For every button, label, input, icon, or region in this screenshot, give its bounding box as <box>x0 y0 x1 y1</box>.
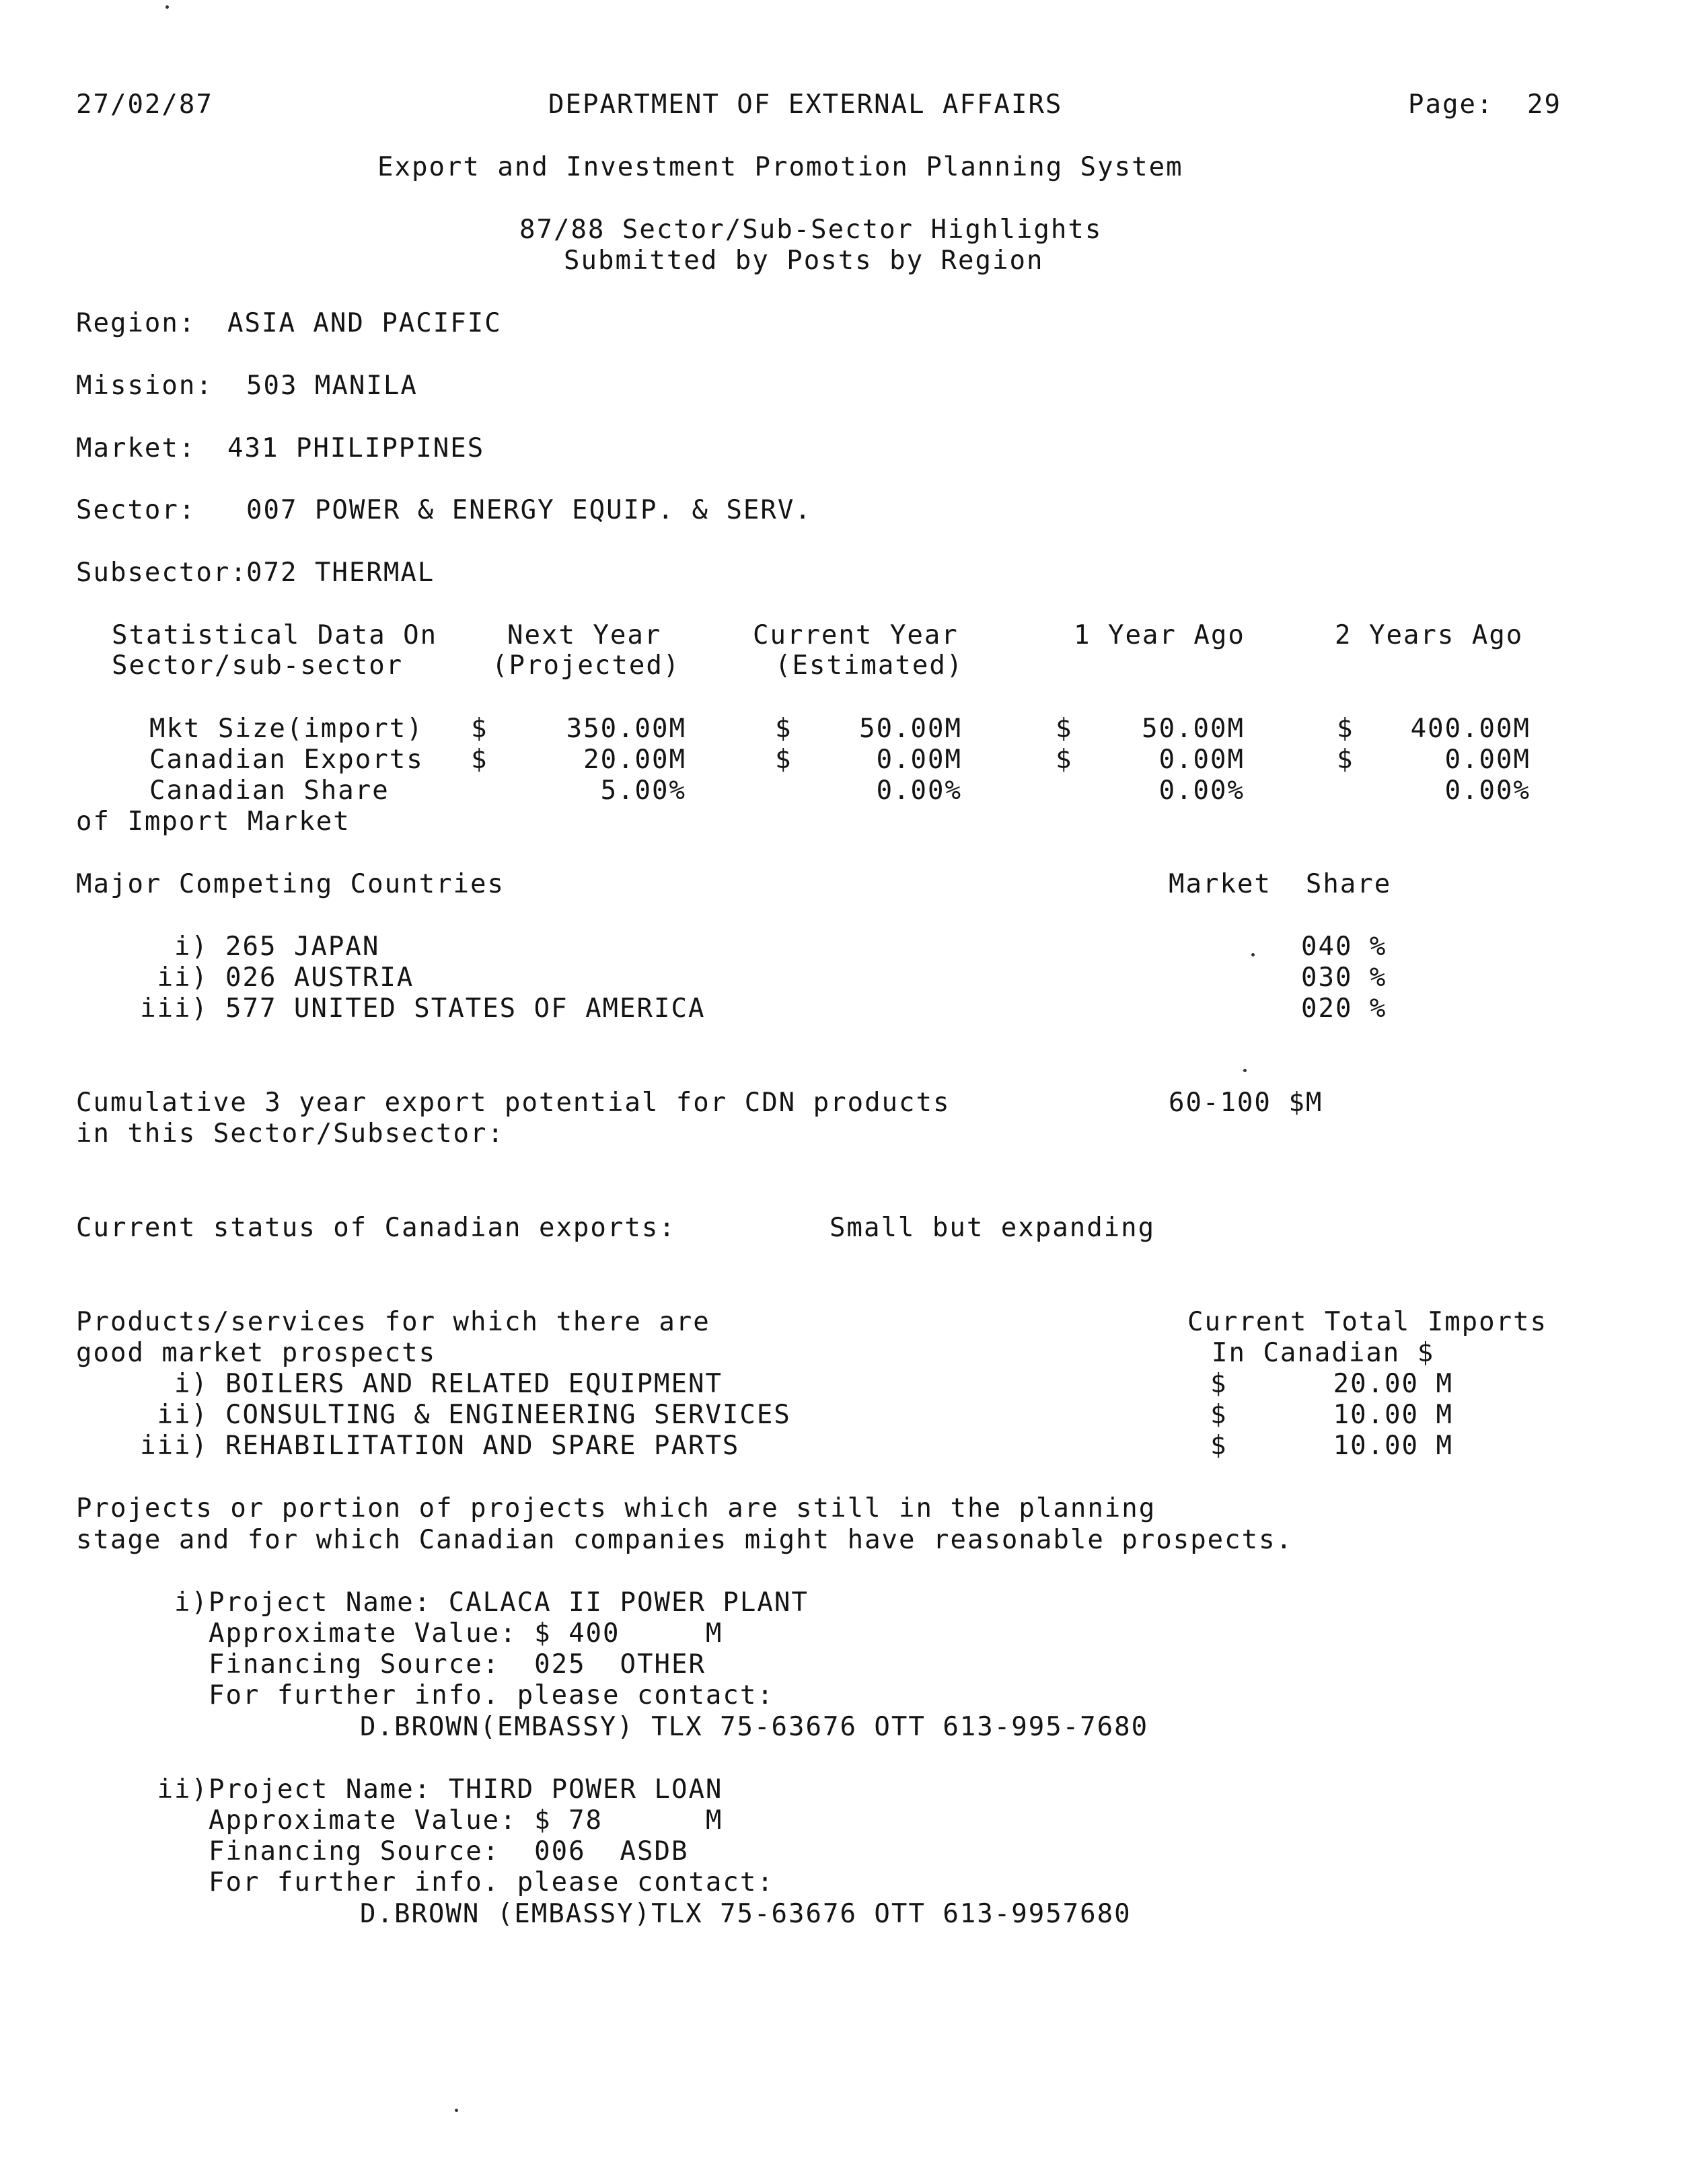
stats-value: 0.00% <box>1158 776 1245 806</box>
product-number: i) <box>174 1369 209 1399</box>
report-date: 27/02/87 <box>76 89 213 120</box>
project-value: Approximate Value: $ 400 M <box>209 1618 723 1649</box>
competitor-number: i) <box>174 932 209 962</box>
stats-row-label: Mkt Size(import) <box>149 714 424 744</box>
market-value: 431 PHILIPPINES <box>227 433 485 463</box>
stats-value: 0.00M <box>1158 745 1245 775</box>
mission-value: 503 MANILA <box>246 371 418 401</box>
potential-label: Cumulative 3 year export potential for CDN products <box>76 1088 951 1118</box>
projects-intro-cont: stage and for which Canadian companies might have reasonable prospects. <box>76 1525 1294 1555</box>
competitor-share: 040 % <box>1301 932 1387 962</box>
stats-value: 5.00% <box>600 776 686 806</box>
competitor-number: ii) <box>157 963 209 993</box>
stats-value: 400.00M <box>1410 714 1531 744</box>
stats-currency: $ <box>775 714 792 744</box>
page-label: Page: <box>1408 89 1494 120</box>
department-name: DEPARTMENT OF EXTERNAL AFFAIRS <box>548 89 1063 120</box>
potential-label-cont: in this Sector/Subsector: <box>76 1119 505 1149</box>
stats-row-label: Canadian Exports <box>149 745 424 775</box>
sector-label: Sector: <box>76 495 196 525</box>
region-label: Region: <box>76 308 196 338</box>
stats-value: 50.00M <box>1142 714 1245 744</box>
competitor-name: 026 AUSTRIA <box>225 963 414 993</box>
products-heading-cont: good market prospects <box>76 1338 437 1368</box>
product-number: ii) <box>157 1400 209 1430</box>
status-label: Current status of Canadian exports: <box>76 1213 676 1243</box>
product-number: iii) <box>140 1431 209 1461</box>
status-value: Small but expanding <box>829 1213 1156 1243</box>
stats-value: 0.00M <box>876 745 962 775</box>
project-contact-label: For further info. please contact: <box>209 1867 774 1897</box>
stats-value: 0.00M <box>1444 745 1531 775</box>
stats-value: 20.00M <box>583 745 686 775</box>
region-value: ASIA AND PACIFIC <box>227 308 502 338</box>
scan-speck <box>1251 953 1255 956</box>
stats-header-estimated: (Estimated) <box>775 650 964 681</box>
competitor-name: 265 JAPAN <box>225 932 380 962</box>
imports-heading: Current Total Imports <box>1187 1307 1548 1337</box>
competitors-share-heading: Market Share <box>1169 869 1392 899</box>
stats-header-1-year-ago: 1 Year Ago <box>1074 620 1245 650</box>
projects-intro: Projects or portion of projects which are still in the planning <box>76 1493 1156 1523</box>
market-label: Market: <box>76 433 196 463</box>
competitor-share: 020 % <box>1301 993 1387 1024</box>
project-value: Approximate Value: $ 78 M <box>209 1805 723 1836</box>
product-import-value: 20.00 M <box>1333 1369 1453 1399</box>
stats-currency: $ <box>1056 714 1073 744</box>
product-name: CONSULTING & ENGINEERING SERVICES <box>225 1400 791 1430</box>
project-contact-label: For further info. please contact: <box>209 1680 774 1710</box>
project-number: ii) <box>157 1774 209 1805</box>
project-name: Project Name: CALACA II POWER PLANT <box>209 1587 809 1618</box>
stats-header-current-year: Current Year <box>753 620 959 650</box>
competitors-heading: Major Competing Countries <box>76 869 505 899</box>
scan-speck <box>165 5 169 9</box>
project-contact: D.BROWN(EMBASSY) TLX 75-63676 OTT 613-995-7680 <box>360 1712 1149 1742</box>
mission-label: Mission: <box>76 371 213 401</box>
stats-value: 350.00M <box>566 714 686 744</box>
stats-value: 50.00M <box>859 714 962 744</box>
stats-value: 0.00% <box>876 776 962 806</box>
stats-header-next-year: Next Year <box>507 620 662 650</box>
sector-value: 007 POWER & ENERGY EQUIP. & SERV. <box>246 495 812 525</box>
product-currency: $ <box>1210 1400 1228 1430</box>
stats-currency: $ <box>1337 745 1354 775</box>
project-name: Project Name: THIRD POWER LOAN <box>209 1774 723 1805</box>
stats-currency: $ <box>775 745 792 775</box>
stats-row-label-cont: of Import Market <box>76 806 351 837</box>
stats-currency: $ <box>471 745 488 775</box>
competitor-name: 577 UNITED STATES OF AMERICA <box>225 993 706 1024</box>
subsector-value: 072 THERMAL <box>246 558 435 588</box>
product-name: BOILERS AND RELATED EQUIPMENT <box>225 1369 723 1399</box>
stats-currency: $ <box>1337 714 1354 744</box>
project-financing: Financing Source: 006 ASDB <box>209 1836 689 1867</box>
project-financing: Financing Source: 025 OTHER <box>209 1649 706 1680</box>
stats-header-2-years-ago: 2 Years Ago <box>1335 620 1524 650</box>
products-heading: Products/services for which there are <box>76 1307 710 1337</box>
scan-speck <box>455 2109 458 2112</box>
stats-currency: $ <box>1056 745 1073 775</box>
project-contact: D.BROWN (EMBASSY)TLX 75-63676 OTT 613-9957680 <box>360 1899 1132 1929</box>
potential-value: 60-100 $M <box>1169 1088 1323 1118</box>
scan-speck <box>1243 1069 1247 1072</box>
page-number: 29 <box>1527 89 1561 120</box>
stats-value: 0.00% <box>1444 776 1531 806</box>
report-title: 87/88 Sector/Sub-Sector Highlights <box>519 215 1103 245</box>
stats-row-label: Canadian Share <box>149 776 390 806</box>
product-import-value: 10.00 M <box>1333 1431 1453 1461</box>
product-name: REHABILITATION AND SPARE PARTS <box>225 1431 740 1461</box>
competitor-share: 030 % <box>1301 963 1387 993</box>
stats-header-label-2: Sector/sub-sector <box>112 650 404 681</box>
system-title: Export and Investment Promotion Planning System <box>377 152 1183 182</box>
product-currency: $ <box>1210 1369 1228 1399</box>
project-number: i) <box>174 1587 209 1618</box>
subsector-label: Subsector: <box>76 558 248 588</box>
imports-subheading: In Canadian $ <box>1212 1338 1435 1368</box>
stats-currency: $ <box>471 714 488 744</box>
stats-header-label: Statistical Data On <box>112 620 438 650</box>
stats-header-projected: (Projected) <box>492 650 681 681</box>
report-subtitle: Submitted by Posts by Region <box>564 246 1044 276</box>
competitor-number: iii) <box>140 993 209 1024</box>
product-currency: $ <box>1210 1431 1228 1461</box>
product-import-value: 10.00 M <box>1333 1400 1453 1430</box>
